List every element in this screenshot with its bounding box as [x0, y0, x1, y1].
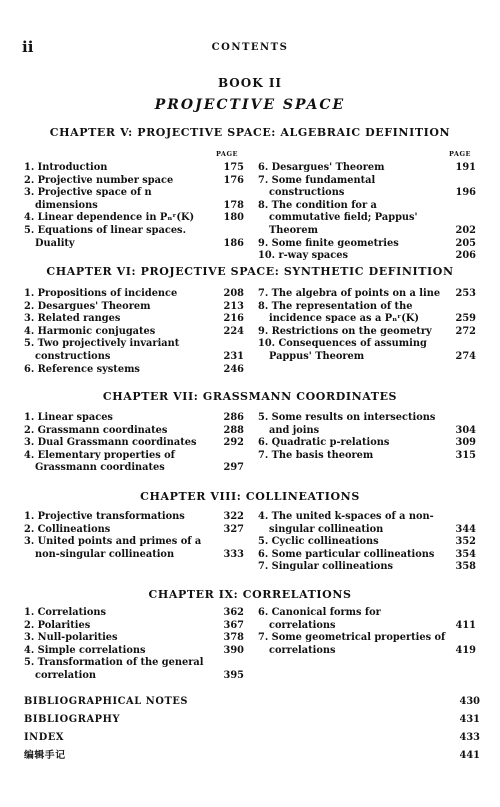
entry-page: 253	[455, 288, 476, 299]
toc-entry	[258, 250, 476, 263]
back-matter-entry	[24, 713, 480, 726]
entry-title: 2. Desargues' Theorem	[24, 300, 151, 312]
chapter-title: CHAPTER V: PROJECTIVE SPACE: ALGEBRAIC DEFINITION	[49, 126, 451, 139]
entry-title: 10. Consequences of assuming Pappus' Theorem	[258, 338, 427, 362]
toc-entry	[24, 175, 244, 188]
entry-title: 6. Desargues' Theorem	[258, 162, 385, 173]
chapter-title: CHAPTER VIII: COLLINEATIONS	[140, 490, 360, 503]
page-column-label: PAGE	[449, 150, 471, 158]
toc-entry	[24, 645, 244, 658]
entry-title: 3. Related ranges	[24, 313, 121, 325]
entry-title: 2. Grassmann coordinates	[24, 424, 168, 436]
toc-entry	[258, 561, 476, 574]
toc-entry	[24, 313, 244, 326]
toc-entry	[258, 175, 476, 200]
running-title: CONTENTS	[211, 42, 289, 53]
toc-entry	[24, 437, 244, 450]
toc-entry	[258, 412, 476, 437]
entry-page: 309	[455, 437, 476, 449]
entry-page: 206	[455, 250, 476, 262]
toc-entry	[258, 200, 476, 238]
entry-title: 8. The condition for a commutative field; Pappus' Theorem	[258, 199, 418, 236]
entry-page: 344	[455, 523, 476, 535]
entry-page: 286	[223, 412, 244, 423]
entry-page: 178	[223, 199, 244, 211]
toc-entry	[24, 162, 244, 175]
entry-title: 6. Quadratic p-relations	[258, 437, 390, 449]
toc-entry	[258, 288, 476, 301]
entry-page: 358	[455, 561, 476, 573]
entry-title: 4. The united k-spaces of a non-singular collineation	[258, 511, 434, 535]
entry-title: 4. Simple correlations	[24, 644, 146, 656]
entry-page: 362	[223, 607, 244, 618]
entry-page: 224	[223, 325, 244, 337]
entry-page: 288	[223, 424, 244, 436]
toc-entry	[24, 620, 244, 633]
toc-entry	[24, 288, 244, 301]
chapter-title: CHAPTER IX: CORRELATIONS	[148, 588, 352, 601]
toc-entry	[24, 338, 244, 363]
entry-page: 292	[223, 437, 244, 449]
toc-entry	[258, 511, 476, 536]
toc-entry	[24, 632, 244, 645]
back-matter-entry	[24, 731, 480, 744]
entry-page: 176	[223, 174, 244, 186]
entry-title: 5. Cyclic collineations	[258, 536, 379, 548]
toc-entry	[258, 450, 476, 463]
back-matter-entry	[24, 695, 480, 708]
entry-title: 1. Linear spaces	[24, 412, 113, 423]
entry-title: 1. Propositions of incidence	[24, 288, 178, 299]
toc-entry	[258, 301, 476, 326]
entry-title: 6. Some particular collineations	[258, 548, 435, 560]
toc-column-right	[258, 162, 476, 263]
entry-page: 327	[223, 523, 244, 535]
entry-page: 390	[223, 644, 244, 656]
entry-title: 4. Linear dependence in Pₙʳ(K)	[24, 212, 195, 224]
toc-entry	[258, 338, 476, 363]
entry-page: 205	[455, 237, 476, 249]
toc-entry	[258, 326, 476, 339]
toc-entry	[24, 536, 244, 561]
entry-title: 7. Singular collineations	[258, 561, 393, 573]
entry-page: 202	[455, 224, 476, 236]
toc-column-left	[24, 162, 244, 250]
entry-title: 3. Null-polarities	[24, 632, 118, 644]
back-matter-entry	[24, 749, 480, 762]
entry-page: 315	[455, 449, 476, 461]
entry-page: 430	[459, 696, 480, 707]
toc-column-left	[24, 607, 244, 683]
toc-entry	[24, 301, 244, 314]
entry-title: 5. Two projectively invariant constructions	[24, 338, 180, 362]
entry-page: 274	[455, 350, 476, 362]
entry-title: 2. Polarities	[24, 619, 91, 631]
entry-title: 2. Projective number space	[24, 174, 174, 186]
entry-title: 7. Some geometrical properties of correlations	[258, 632, 446, 656]
toc-column-right	[258, 511, 476, 574]
entry-page: 333	[223, 548, 244, 560]
entry-page: 196	[455, 187, 476, 199]
toc-column-right	[258, 607, 476, 657]
entry-page: 180	[223, 212, 244, 224]
toc-entry	[258, 549, 476, 562]
entry-page: 441	[459, 750, 480, 761]
entry-page: 231	[223, 350, 244, 362]
entry-title: 3. Dual Grassmann coordinates	[24, 437, 197, 449]
page-header	[22, 38, 478, 58]
chapter-title: CHAPTER VI: PROJECTIVE SPACE: SYNTHETIC DEFINITION	[46, 265, 454, 278]
toc-entry	[24, 364, 244, 377]
entry-title: 3. Projective space of n dimensions	[24, 187, 152, 211]
entry-page: 367	[223, 619, 244, 631]
toc-entry	[24, 524, 244, 537]
entry-page: 216	[223, 313, 244, 325]
toc-entry	[258, 632, 476, 657]
toc-entry	[24, 425, 244, 438]
entry-page: 433	[459, 732, 480, 743]
entry-title: 编辑手记	[24, 750, 66, 761]
entry-page: 419	[455, 644, 476, 656]
toc-column-left	[24, 511, 244, 561]
entry-title: BIBLIOGRAPHICAL NOTES	[24, 696, 189, 707]
toc-entry	[24, 225, 244, 250]
entry-page: 395	[223, 669, 244, 681]
toc-entry	[258, 238, 476, 251]
entry-title: INDEX	[24, 732, 65, 743]
toc-entry	[24, 187, 244, 212]
entry-title: 6. Canonical forms for correlations	[258, 607, 381, 631]
entry-title: 1. Correlations	[24, 607, 107, 618]
entry-title: 6. Reference systems	[24, 363, 140, 375]
toc-entry	[258, 162, 476, 175]
chapter-title: CHAPTER VII: GRASSMANN COORDINATES	[102, 390, 398, 403]
entry-page: 411	[455, 619, 476, 631]
toc-entry	[24, 657, 244, 682]
entry-page: 208	[223, 288, 244, 299]
toc-entry	[258, 536, 476, 549]
toc-entry	[24, 607, 244, 620]
entry-title: 10. r-way spaces	[258, 250, 348, 262]
folio: ii	[22, 38, 34, 56]
page-column-label: PAGE	[216, 150, 238, 158]
entry-page: 186	[223, 237, 244, 249]
toc-entry	[24, 450, 244, 475]
entry-title: 4. Elementary properties of Grassmann coordinates	[24, 449, 175, 474]
entry-page: 175	[223, 162, 244, 173]
toc-entry	[24, 511, 244, 524]
entry-title: 5. Some results on intersections and joins	[258, 412, 436, 436]
entry-title: 7. Some fundamental constructions	[258, 174, 376, 199]
toc-column-left	[24, 412, 244, 475]
toc-entry	[258, 607, 476, 632]
entry-title: 3. United points and primes of a non-singular collineation	[24, 536, 202, 560]
entry-title: 1. Projective transformations	[24, 511, 185, 522]
entry-title: 5. Transformation of the general correlation	[24, 657, 204, 681]
entry-title: 9. Some finite geometries	[258, 237, 399, 249]
entry-page: 246	[223, 363, 244, 375]
entry-page: 352	[455, 536, 476, 548]
entry-title: 2. Collineations	[24, 523, 111, 535]
entry-page: 213	[223, 300, 244, 312]
entry-title: 7. The basis theorem	[258, 449, 374, 461]
entry-title: 1. Introduction	[24, 162, 108, 173]
toc-column-right	[258, 412, 476, 462]
entry-title: BIBLIOGRAPHY	[24, 714, 121, 725]
entry-page: 259	[455, 313, 476, 325]
toc-entry	[24, 412, 244, 425]
entry-page: 297	[223, 462, 244, 474]
toc-entry	[258, 437, 476, 450]
entry-page: 354	[455, 548, 476, 560]
entry-page: 431	[459, 714, 480, 725]
entry-page: 322	[223, 511, 244, 522]
entry-title: 5. Equations of linear spaces. Duality	[24, 224, 186, 249]
part-title: PROJECTIVE SPACE	[154, 97, 346, 113]
entry-title: 9. Restrictions on the geometry	[258, 325, 432, 337]
book-heading: BOOK II	[217, 76, 283, 90]
toc-entry	[24, 326, 244, 339]
entry-page: 272	[455, 325, 476, 337]
entry-title: 4. Harmonic conjugates	[24, 325, 156, 337]
toc-column-right	[258, 288, 476, 364]
entry-title: 8. The representation of the incidence space as a Pₙʳ(K)	[258, 300, 419, 325]
entry-page: 191	[455, 162, 476, 173]
toc-entry	[24, 212, 244, 225]
entry-page: 378	[223, 632, 244, 644]
toc-column-left	[24, 288, 244, 376]
entry-title: 7. The algebra of points on a line	[258, 288, 441, 299]
entry-page: 304	[455, 424, 476, 436]
